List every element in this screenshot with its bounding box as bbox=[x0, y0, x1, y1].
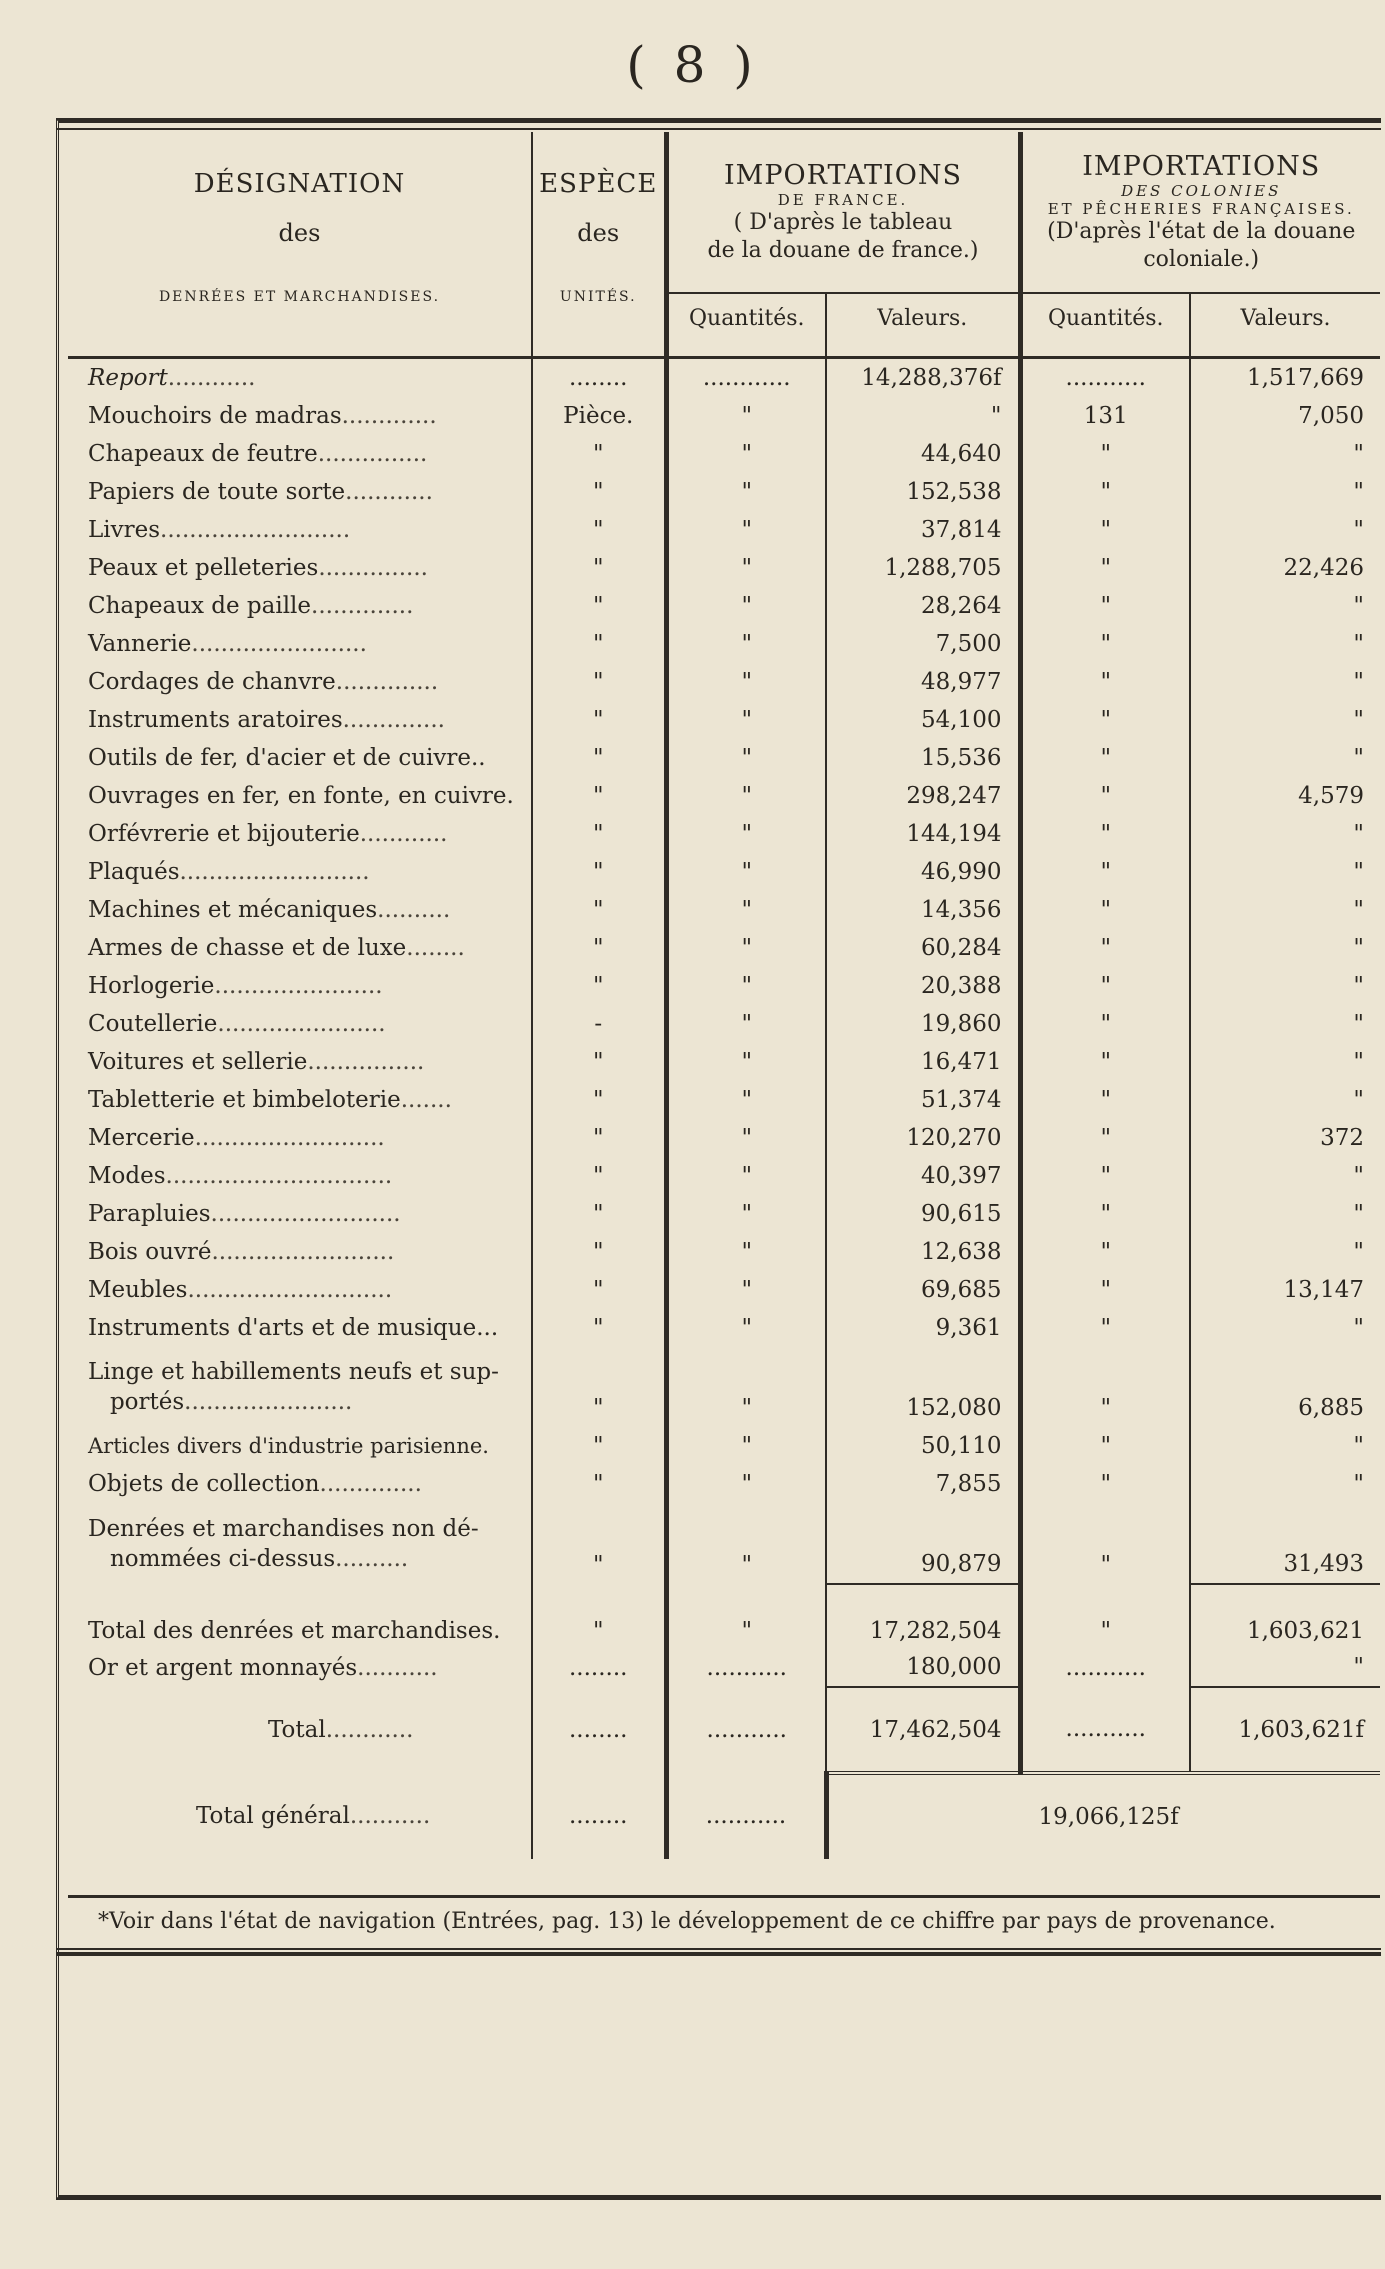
row-colonies-qty: " bbox=[1020, 1271, 1190, 1309]
row-colonies-value: " bbox=[1353, 1654, 1365, 1680]
row-label: Total............ bbox=[68, 1687, 532, 1773]
row-unit: " bbox=[532, 511, 666, 549]
row-colonies-value: 22,426 bbox=[1283, 555, 1365, 581]
row-colonies-value: " bbox=[1353, 479, 1365, 505]
row-colonies-value: " bbox=[1353, 1433, 1365, 1459]
row-colonies-value: " bbox=[1353, 1315, 1365, 1341]
row-colonies-value: 7,050 bbox=[1298, 403, 1365, 429]
france-quantites-header: Quantités. bbox=[666, 293, 826, 342]
table-row bbox=[68, 891, 1380, 929]
row-france-value: 12,638 bbox=[826, 1233, 1020, 1271]
table-row bbox=[68, 435, 1380, 473]
row-unit: " bbox=[532, 1043, 666, 1081]
row-colonies-qty: " bbox=[1020, 815, 1190, 853]
row-colonies-value: " bbox=[1353, 745, 1365, 771]
row-colonies-value: " bbox=[1353, 1239, 1365, 1265]
row-france-qty: " bbox=[666, 929, 826, 967]
row-colonies-value: 31,493 bbox=[1283, 1551, 1365, 1577]
row-france-value: 51,374 bbox=[826, 1081, 1020, 1119]
row-unit: " bbox=[532, 587, 666, 625]
row-france-qty: " bbox=[666, 1043, 826, 1081]
row-colonies-value: " bbox=[1353, 859, 1365, 885]
row-colonies-value: " bbox=[1353, 1049, 1365, 1075]
row-colonies-value: " bbox=[1353, 897, 1365, 923]
row-france-qty: ............ bbox=[666, 358, 826, 398]
designation-header: DÉSIGNATION des DENRÉES ET MARCHANDISES. bbox=[68, 132, 532, 342]
row-label: Chapeaux de paille.............. bbox=[68, 587, 532, 625]
row-colonies-qty: " bbox=[1020, 1347, 1190, 1427]
row-unit: " bbox=[532, 1427, 666, 1465]
row-label: Mouchoirs de madras............. bbox=[68, 397, 532, 435]
table-row bbox=[68, 1043, 1380, 1081]
row-colonies-qty: " bbox=[1020, 1043, 1190, 1081]
table-row bbox=[68, 1427, 1380, 1465]
row-unit: " bbox=[532, 1271, 666, 1309]
row-france-value: 60,284 bbox=[826, 929, 1020, 967]
row-colonies-value: " bbox=[1353, 821, 1365, 847]
row-label: Machines et mécaniques.......... bbox=[68, 891, 532, 929]
table-row bbox=[68, 967, 1380, 1005]
row-colonies-value: 1,603,621f bbox=[1190, 1687, 1380, 1773]
row-france-qty: " bbox=[666, 1465, 826, 1503]
row-unit: " bbox=[532, 929, 666, 967]
colonies-quantites-header: Quantités. bbox=[1020, 293, 1190, 342]
row-label: Mercerie.......................... bbox=[68, 1119, 532, 1157]
row-unit: " bbox=[532, 1195, 666, 1233]
table-row bbox=[68, 663, 1380, 701]
table-row bbox=[68, 1347, 1380, 1427]
imp-colonies-header: IMPORTATIONS DES COLONIES ET PÊCHERIES FRANÇAISES. (D'après l'état de la douane coloniale.) bbox=[1047, 150, 1356, 272]
row-unit: " bbox=[532, 1584, 666, 1648]
row-colonies-value: " bbox=[1353, 1163, 1365, 1189]
row-france-value: 19,860 bbox=[826, 1005, 1020, 1043]
table-row bbox=[68, 1465, 1380, 1503]
row-label: Articles divers d'industrie parisienne. bbox=[68, 1427, 532, 1465]
row-colonies-qty: ........... bbox=[1020, 1648, 1190, 1687]
row-france-qty: " bbox=[666, 701, 826, 739]
row-france-value: 152,080 bbox=[826, 1347, 1020, 1427]
row-colonies-value: " bbox=[1353, 973, 1365, 999]
row-label: Total des denrées et marchandises. bbox=[68, 1584, 532, 1648]
france-valeurs-header: Valeurs. bbox=[826, 293, 1020, 342]
row-label: Horlogerie....................... bbox=[68, 967, 532, 1005]
row-france-value: 17,462,504 bbox=[826, 1687, 1020, 1773]
row-france-qty: " bbox=[666, 967, 826, 1005]
colonies-valeurs-header: Valeurs. bbox=[1190, 293, 1380, 342]
row-france-qty: ........... bbox=[666, 1773, 826, 1859]
row-colonies-value: 1,517,669 bbox=[1246, 365, 1365, 391]
page-number: ( 8 ) bbox=[626, 36, 759, 94]
row-unit: " bbox=[532, 1119, 666, 1157]
row-label: Linge et habillements neufs et sup- portés....................... bbox=[68, 1347, 532, 1427]
row-france-qty: " bbox=[666, 625, 826, 663]
row-colonies-value: " bbox=[1353, 631, 1365, 657]
top-rule bbox=[56, 128, 1381, 130]
row-colonies-qty: " bbox=[1020, 739, 1190, 777]
row-france-qty: " bbox=[666, 511, 826, 549]
table-row bbox=[68, 397, 1380, 435]
row-unit: " bbox=[532, 815, 666, 853]
row-france-qty: " bbox=[666, 1157, 826, 1195]
row-colonies-qty: " bbox=[1020, 1005, 1190, 1043]
row-colonies-qty: " bbox=[1020, 1584, 1190, 1648]
row-label: Plaqués.......................... bbox=[68, 853, 532, 891]
row-unit: " bbox=[532, 549, 666, 587]
table-row bbox=[68, 701, 1380, 739]
row-colonies-value: 6,885 bbox=[1298, 1395, 1365, 1421]
row-colonies-qty: " bbox=[1020, 473, 1190, 511]
row-label: Denrées et marchandises non dé- nommées ci-dessus.......... bbox=[68, 1503, 532, 1584]
row-unit: " bbox=[532, 473, 666, 511]
row-france-qty: " bbox=[666, 1503, 826, 1584]
row-colonies-value: " bbox=[1353, 1011, 1365, 1037]
row-france-qty: " bbox=[666, 777, 826, 815]
row-colonies-qty: ........... bbox=[1020, 1687, 1190, 1773]
row-colonies-qty: " bbox=[1020, 587, 1190, 625]
row-france-value: 54,100 bbox=[826, 701, 1020, 739]
row-france-qty: " bbox=[666, 1005, 826, 1043]
row-colonies-value: 372 bbox=[1320, 1125, 1365, 1151]
row-colonies-qty: " bbox=[1020, 1465, 1190, 1503]
row-unit: Pièce. bbox=[532, 397, 666, 435]
row-colonies-qty: " bbox=[1020, 1427, 1190, 1465]
row-france-qty: " bbox=[666, 739, 826, 777]
row-colonies-qty: " bbox=[1020, 435, 1190, 473]
row-label: Voitures et sellerie................ bbox=[68, 1043, 532, 1081]
row-colonies-value: 13,147 bbox=[1283, 1277, 1365, 1303]
row-label: Tabletterie et bimbeloterie....... bbox=[68, 1081, 532, 1119]
table-row bbox=[68, 1081, 1380, 1119]
bottom-rule bbox=[56, 1948, 1381, 1956]
table-row-general bbox=[68, 1773, 1380, 1859]
row-france-value: 48,977 bbox=[826, 663, 1020, 701]
row-label: Objets de collection.............. bbox=[68, 1465, 532, 1503]
espece-header: ESPÈCE des UNITÉS. bbox=[532, 132, 666, 342]
row-unit: " bbox=[532, 625, 666, 663]
row-france-qty: " bbox=[666, 1347, 826, 1427]
row-label: Instruments aratoires.............. bbox=[68, 701, 532, 739]
row-colonies-value: " bbox=[1353, 1201, 1365, 1227]
row-france-value: 20,388 bbox=[826, 967, 1020, 1005]
row-colonies-value: " bbox=[1353, 669, 1365, 695]
row-colonies-qty: " bbox=[1020, 549, 1190, 587]
grand-total-value: 19,066,125f bbox=[826, 1773, 1380, 1859]
row-france-value: 17,282,504 bbox=[826, 1584, 1020, 1648]
table-row bbox=[68, 1195, 1380, 1233]
row-colonies-qty: " bbox=[1020, 777, 1190, 815]
row-france-qty: " bbox=[666, 549, 826, 587]
row-label: Outils de fer, d'acier et de cuivre.. bbox=[68, 739, 532, 777]
row-france-value: 9,361 bbox=[826, 1309, 1020, 1347]
row-france-value: 40,397 bbox=[826, 1157, 1020, 1195]
row-unit: " bbox=[532, 1465, 666, 1503]
row-colonies-qty: 131 bbox=[1020, 397, 1190, 435]
row-france-value: 44,640 bbox=[826, 435, 1020, 473]
row-colonies-value: " bbox=[1353, 517, 1365, 543]
table-row bbox=[68, 739, 1380, 777]
row-colonies-value: " bbox=[1353, 1087, 1365, 1113]
row-label: Bois ouvré......................... bbox=[68, 1233, 532, 1271]
row-france-qty: " bbox=[666, 1195, 826, 1233]
table-row bbox=[68, 1119, 1380, 1157]
row-unit: " bbox=[532, 1309, 666, 1347]
row-unit: " bbox=[532, 739, 666, 777]
row-france-qty: " bbox=[666, 853, 826, 891]
row-france-qty: " bbox=[666, 891, 826, 929]
row-unit: " bbox=[532, 967, 666, 1005]
row-france-qty: " bbox=[666, 1309, 826, 1347]
row-france-qty: " bbox=[666, 1271, 826, 1309]
row-france-value: 120,270 bbox=[826, 1119, 1020, 1157]
row-colonies-value: " bbox=[1353, 935, 1365, 961]
row-unit: " bbox=[532, 1233, 666, 1271]
row-label: Parapluies.......................... bbox=[68, 1195, 532, 1233]
row-france-value: 152,538 bbox=[826, 473, 1020, 511]
row-france-value: " bbox=[826, 397, 1020, 435]
row-colonies-qty: " bbox=[1020, 663, 1190, 701]
table-row bbox=[68, 1005, 1380, 1043]
row-colonies-qty: " bbox=[1020, 511, 1190, 549]
row-label: Cordages de chanvre.............. bbox=[68, 663, 532, 701]
row-france-qty: " bbox=[666, 473, 826, 511]
row-colonies-value: " bbox=[1353, 441, 1365, 467]
table-row bbox=[68, 1271, 1380, 1309]
table-row-total-dm bbox=[68, 1584, 1380, 1648]
row-label: Ouvrages en fer, en fonte, en cuivre. bbox=[68, 777, 532, 815]
row-france-qty: " bbox=[666, 1427, 826, 1465]
row-colonies-qty: " bbox=[1020, 1081, 1190, 1119]
row-unit: " bbox=[532, 701, 666, 739]
table-row bbox=[68, 777, 1380, 815]
row-label: Peaux et pelleteries............... bbox=[68, 549, 532, 587]
row-france-value: 180,000 bbox=[826, 1648, 1020, 1687]
row-unit: ........ bbox=[532, 1773, 666, 1859]
header-row bbox=[68, 132, 1380, 293]
row-colonies-qty: " bbox=[1020, 701, 1190, 739]
row-colonies-qty: " bbox=[1020, 1309, 1190, 1347]
row-label: Instruments d'arts et de musique... bbox=[68, 1309, 532, 1347]
row-france-qty: ........... bbox=[666, 1648, 826, 1687]
row-france-value: 298,247 bbox=[826, 777, 1020, 815]
row-label: Report............ bbox=[68, 358, 532, 398]
row-colonies-value: 1,603,621 bbox=[1190, 1584, 1380, 1648]
row-france-value: 46,990 bbox=[826, 853, 1020, 891]
row-france-value: 15,536 bbox=[826, 739, 1020, 777]
row-france-value: 16,471 bbox=[826, 1043, 1020, 1081]
row-france-qty: " bbox=[666, 435, 826, 473]
table-row bbox=[68, 853, 1380, 891]
row-france-value: 14,288,376f bbox=[826, 358, 1020, 398]
row-unit: - bbox=[532, 1005, 666, 1043]
table-row-or bbox=[68, 1648, 1380, 1687]
row-colonies-qty: " bbox=[1020, 929, 1190, 967]
table-row bbox=[68, 1503, 1380, 1584]
row-unit: " bbox=[532, 1157, 666, 1195]
table-row bbox=[68, 929, 1380, 967]
row-france-value: 144,194 bbox=[826, 815, 1020, 853]
row-unit: " bbox=[532, 435, 666, 473]
row-france-value: 7,500 bbox=[826, 625, 1020, 663]
row-label: Modes............................... bbox=[68, 1157, 532, 1195]
row-colonies-value: 4,579 bbox=[1298, 783, 1365, 809]
row-label: Coutellerie....................... bbox=[68, 1005, 532, 1043]
row-label: Papiers de toute sorte............ bbox=[68, 473, 532, 511]
row-france-qty: " bbox=[666, 587, 826, 625]
row-colonies-qty: " bbox=[1020, 967, 1190, 1005]
row-colonies-qty: " bbox=[1020, 1195, 1190, 1233]
row-unit: " bbox=[532, 1503, 666, 1584]
row-france-value: 90,879 bbox=[826, 1503, 1020, 1584]
imports-table bbox=[68, 132, 1380, 1859]
table-row bbox=[68, 587, 1380, 625]
imp-france-header: IMPORTATIONS DE FRANCE. ( D'après le tableau de la douane de france.) bbox=[666, 132, 1020, 293]
table-row bbox=[68, 511, 1380, 549]
row-france-value: 50,110 bbox=[826, 1427, 1020, 1465]
table-row bbox=[68, 815, 1380, 853]
row-france-value: 14,356 bbox=[826, 891, 1020, 929]
row-france-qty: " bbox=[666, 1584, 826, 1648]
row-france-qty: " bbox=[666, 663, 826, 701]
table-row bbox=[68, 1157, 1380, 1195]
row-france-qty: " bbox=[666, 397, 826, 435]
table-row bbox=[68, 625, 1380, 663]
row-france-value: 1,288,705 bbox=[826, 549, 1020, 587]
table-body bbox=[68, 358, 1380, 1348]
row-france-value: 7,855 bbox=[826, 1465, 1020, 1503]
row-france-value: 69,685 bbox=[826, 1271, 1020, 1309]
row-france-qty: " bbox=[666, 1081, 826, 1119]
row-unit: ........ bbox=[532, 358, 666, 398]
row-colonies-qty: " bbox=[1020, 1503, 1190, 1584]
header-separator bbox=[68, 342, 1380, 358]
row-france-value: 37,814 bbox=[826, 511, 1020, 549]
table-row bbox=[68, 1233, 1380, 1271]
row-label: Chapeaux de feutre............... bbox=[68, 435, 532, 473]
row-label: Livres.......................... bbox=[68, 511, 532, 549]
row-colonies-qty: " bbox=[1020, 1157, 1190, 1195]
row-colonies-qty: " bbox=[1020, 1119, 1190, 1157]
table-row bbox=[68, 358, 1380, 398]
row-unit: ........ bbox=[532, 1687, 666, 1773]
row-colonies-qty: " bbox=[1020, 853, 1190, 891]
row-colonies-value: " bbox=[1353, 707, 1365, 733]
table-row-total bbox=[68, 1687, 1380, 1773]
row-colonies-value: " bbox=[1353, 1471, 1365, 1497]
row-label: Or et argent monnayés........... bbox=[68, 1648, 532, 1687]
row-france-qty: " bbox=[666, 1119, 826, 1157]
footnote: *Voir dans l'état de navigation (Entrées, pag. 13) le développement de ce chiffre par pays de provenance. bbox=[68, 1895, 1380, 1943]
row-france-qty: " bbox=[666, 815, 826, 853]
row-unit: " bbox=[532, 663, 666, 701]
row-france-qty: " bbox=[666, 1233, 826, 1271]
row-colonies-value: " bbox=[1353, 593, 1365, 619]
row-unit: ........ bbox=[532, 1648, 666, 1687]
row-label: Orfévrerie et bijouterie............ bbox=[68, 815, 532, 853]
row-unit: " bbox=[532, 853, 666, 891]
row-unit: " bbox=[532, 891, 666, 929]
table-row bbox=[68, 473, 1380, 511]
row-colonies-qty: ........... bbox=[1020, 358, 1190, 398]
row-unit: " bbox=[532, 777, 666, 815]
row-unit: " bbox=[532, 1081, 666, 1119]
table-row bbox=[68, 1309, 1380, 1347]
row-colonies-qty: " bbox=[1020, 891, 1190, 929]
row-label: Total général........... bbox=[68, 1773, 532, 1859]
row-colonies-qty: " bbox=[1020, 625, 1190, 663]
row-colonies-qty: " bbox=[1020, 1233, 1190, 1271]
row-france-value: 28,264 bbox=[826, 587, 1020, 625]
row-label: Armes de chasse et de luxe........ bbox=[68, 929, 532, 967]
table-row bbox=[68, 549, 1380, 587]
row-france-qty: ........... bbox=[666, 1687, 826, 1773]
row-unit: " bbox=[532, 1347, 666, 1427]
row-france-value: 90,615 bbox=[826, 1195, 1020, 1233]
row-label: Vannerie........................ bbox=[68, 625, 532, 663]
row-label: Meubles............................ bbox=[68, 1271, 532, 1309]
